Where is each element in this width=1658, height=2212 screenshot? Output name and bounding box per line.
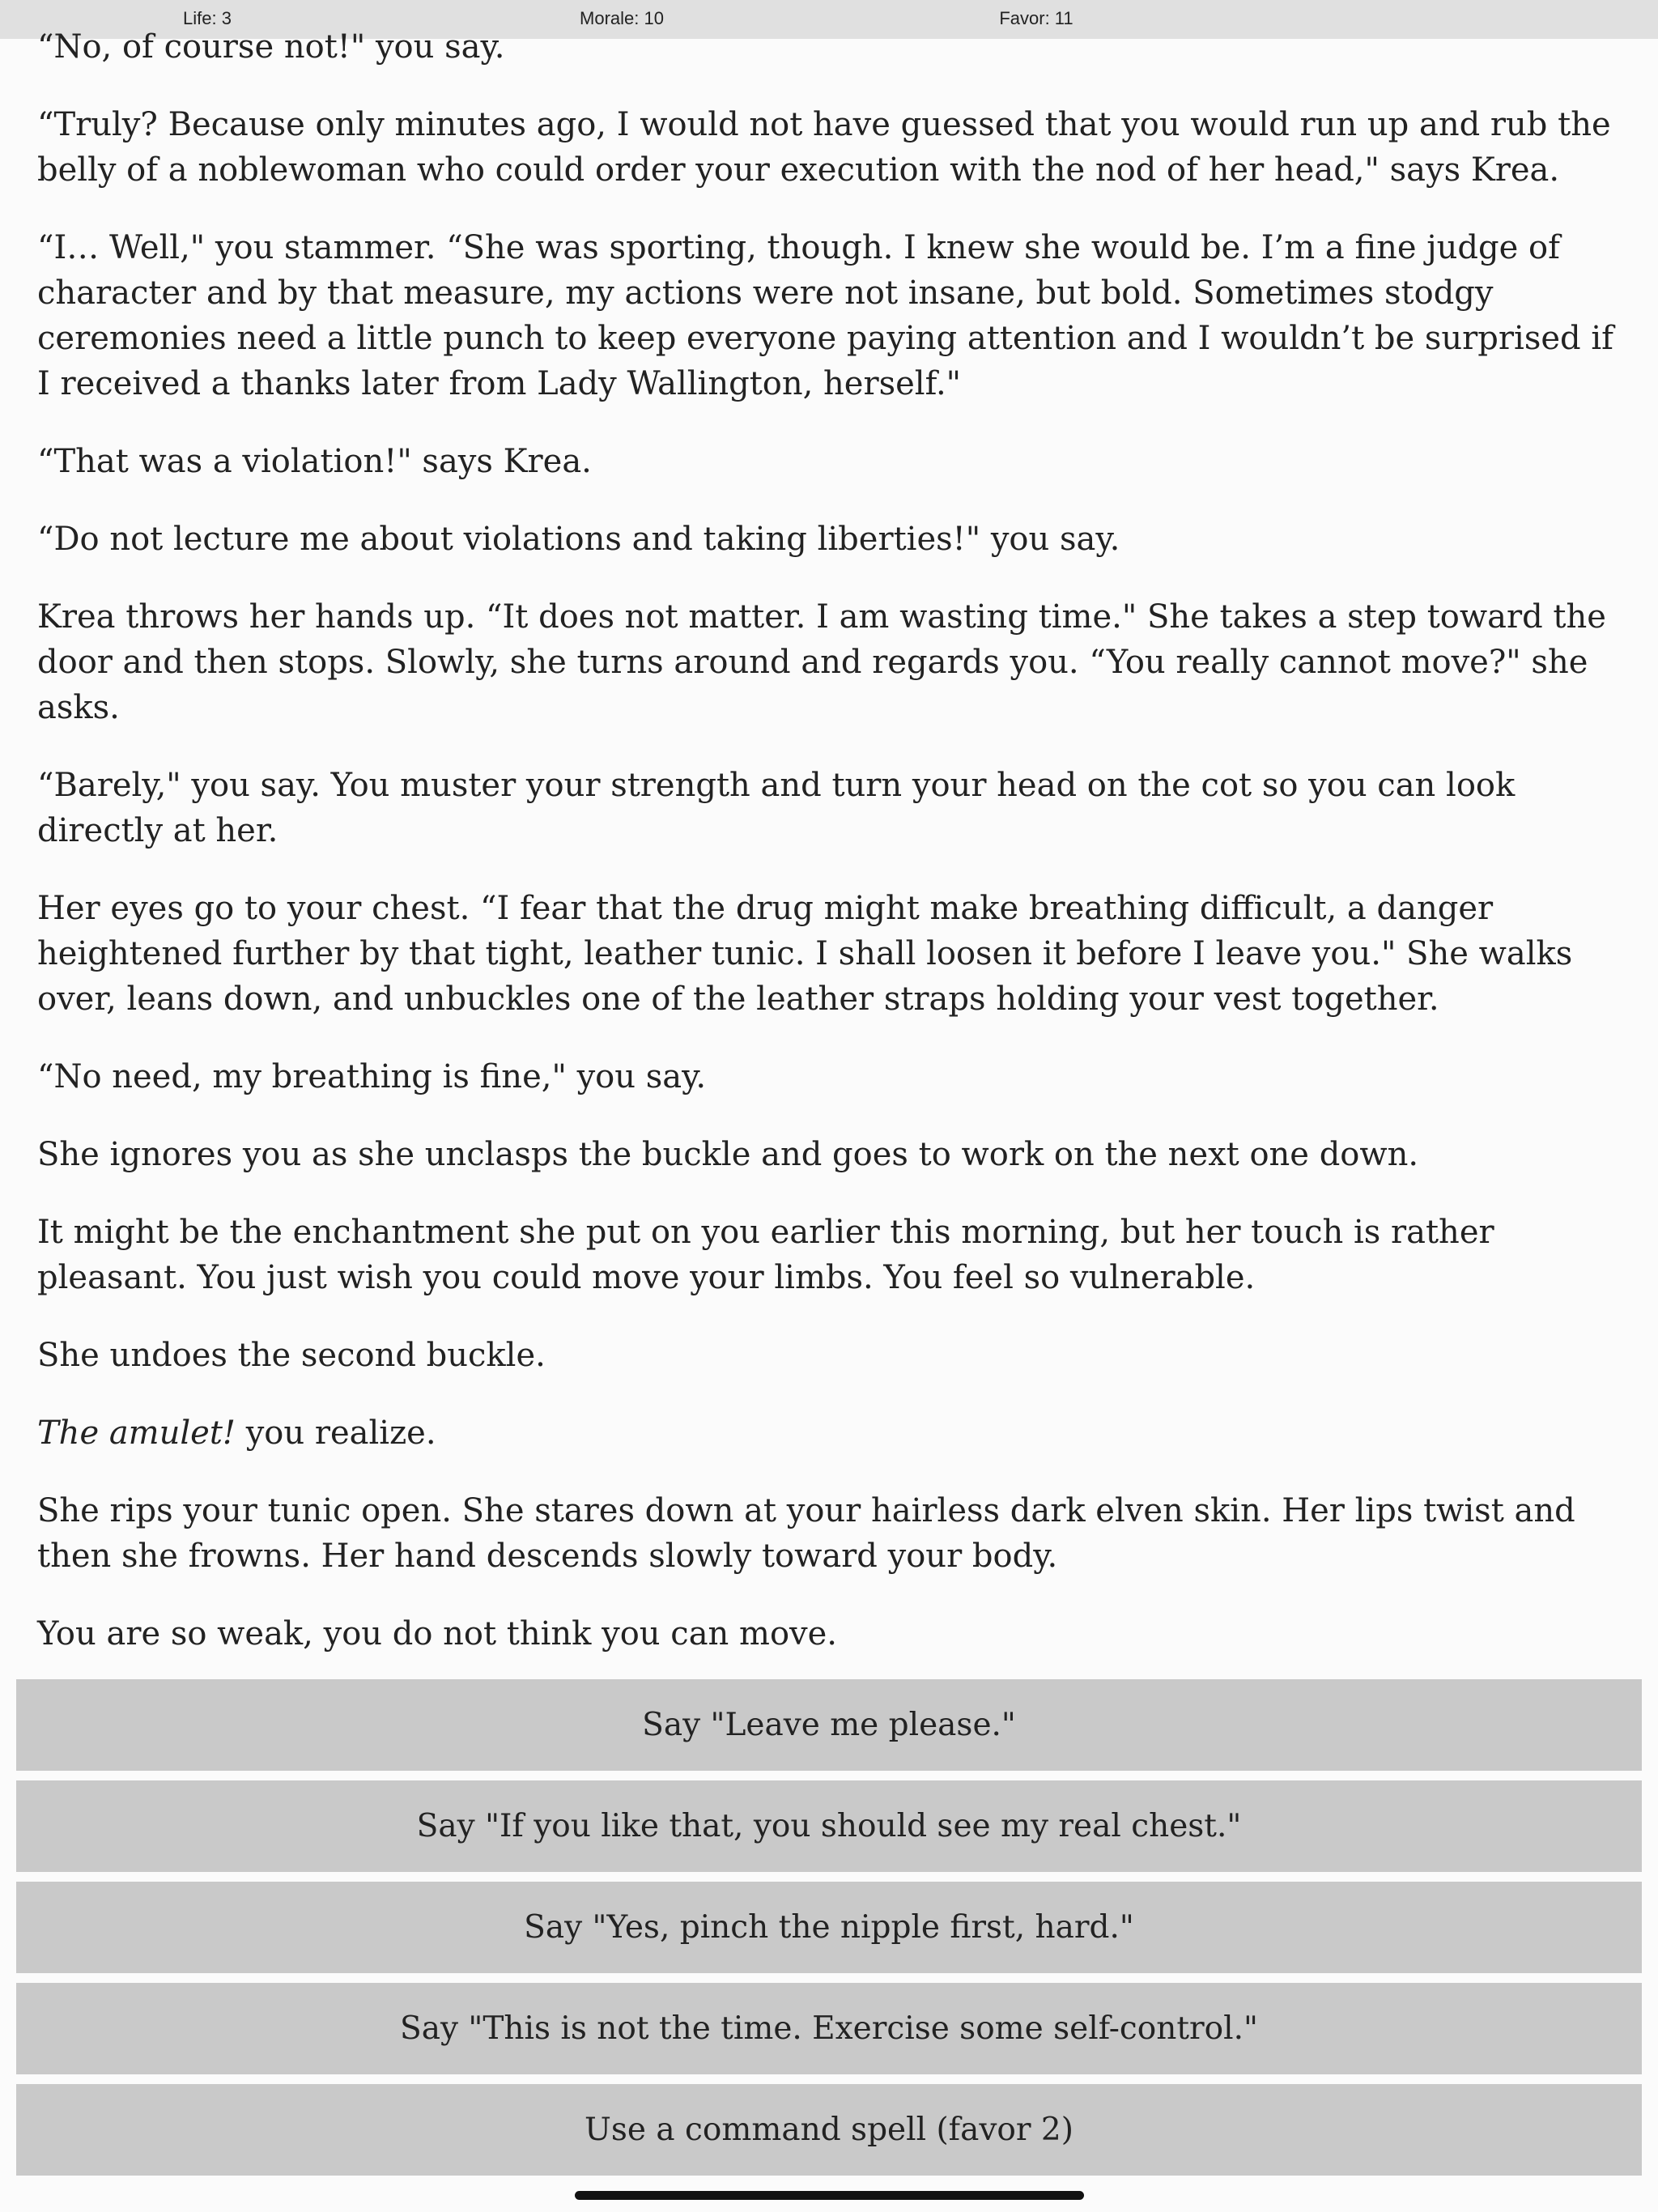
morale-stat: Morale: 10: [580, 8, 664, 28]
story-paragraph: “I… Well," you stammer. “She was sporting, though. I knew she would be. I’m a fine judge of character and by that measure, my actions were not insane, but bold. Sometimes stodgy ceremonies need a little punch to keep everyone paying attention and I wouldn’t be surprised if I received a thanks later from Lady Wallington, herself.": [37, 229, 1613, 402]
choice-button-real-chest[interactable]: Say "If you like that, you should see my real chest.": [16, 1780, 1642, 1872]
story-paragraph: “Barely," you say. You muster your strength and turn your head on the cot so you can look directly at her.: [37, 767, 1516, 849]
choice-button-self-control[interactable]: Say "This is not the time. Exercise some self-control.": [16, 1983, 1642, 2074]
story-paragraph: [37, 1410, 1632, 1456]
story-paragraph: “No need, my breathing is fine," you say.: [37, 1058, 707, 1095]
story-paragraph: You are so weak, you do not think you can move.: [37, 1615, 838, 1653]
story-paragraph: She undoes the second buckle.: [37, 1337, 546, 1374]
story-text: [37, 28, 1632, 1767]
story-paragraph: “That was a violation!" says Krea.: [37, 443, 592, 480]
life-stat: Life: 3: [183, 8, 232, 28]
favor-stat: Favor: 11: [999, 8, 1073, 28]
italic-thought: The amulet!: [37, 1414, 236, 1452]
story-paragraph: It might be the enchantment she put on you earlier this morning, but her touch is rather pleasant. You just wish you could move your limbs. You feel so vulnerable.: [37, 1214, 1494, 1296]
story-paragraph: She ignores you as she unclasps the buckle and goes to work on the next one down.: [37, 1136, 1419, 1173]
choice-button-leave-me[interactable]: Say "Leave me please.": [16, 1679, 1642, 1771]
home-indicator[interactable]: [575, 2191, 1084, 2200]
choice-button-pinch[interactable]: Say "Yes, pinch the nipple first, hard.": [16, 1882, 1642, 1973]
story-paragraph: Her eyes go to your chest. “I fear that the drug might make breathing difficult, a danger heightened further by that tight, leather tunic. I shall loosen it before I leave you." She walks over, leans down, and unbuckles one of the leather straps holding your vest together.: [37, 890, 1573, 1018]
choice-button-command-spell[interactable]: Use a command spell (favor 2): [16, 2084, 1642, 2176]
story-paragraph: “No, of course not!" you say.: [37, 28, 505, 66]
story-paragraph: “Do not lecture me about violations and taking liberties!" you say.: [37, 521, 1120, 558]
story-text-fragment: you realize.: [235, 1414, 436, 1452]
story-paragraph: Krea throws her hands up. “It does not matter. I am wasting time." She takes a step toward the door and then stops. Slowly, she turns around and regards you. “You really cannot move?" she asks.: [37, 598, 1606, 726]
story-paragraph: She rips your tunic open. She stares down at your hairless dark elven skin. Her lips twist and then she frowns. Her hand descends slowly toward your body.: [37, 1492, 1575, 1575]
choice-list: [16, 1679, 1642, 2185]
story-paragraph: “Truly? Because only minutes ago, I would not have guessed that you would run up and rub the belly of a noblewoman who could order your execution with the nod of her head," says Krea.: [37, 106, 1611, 189]
